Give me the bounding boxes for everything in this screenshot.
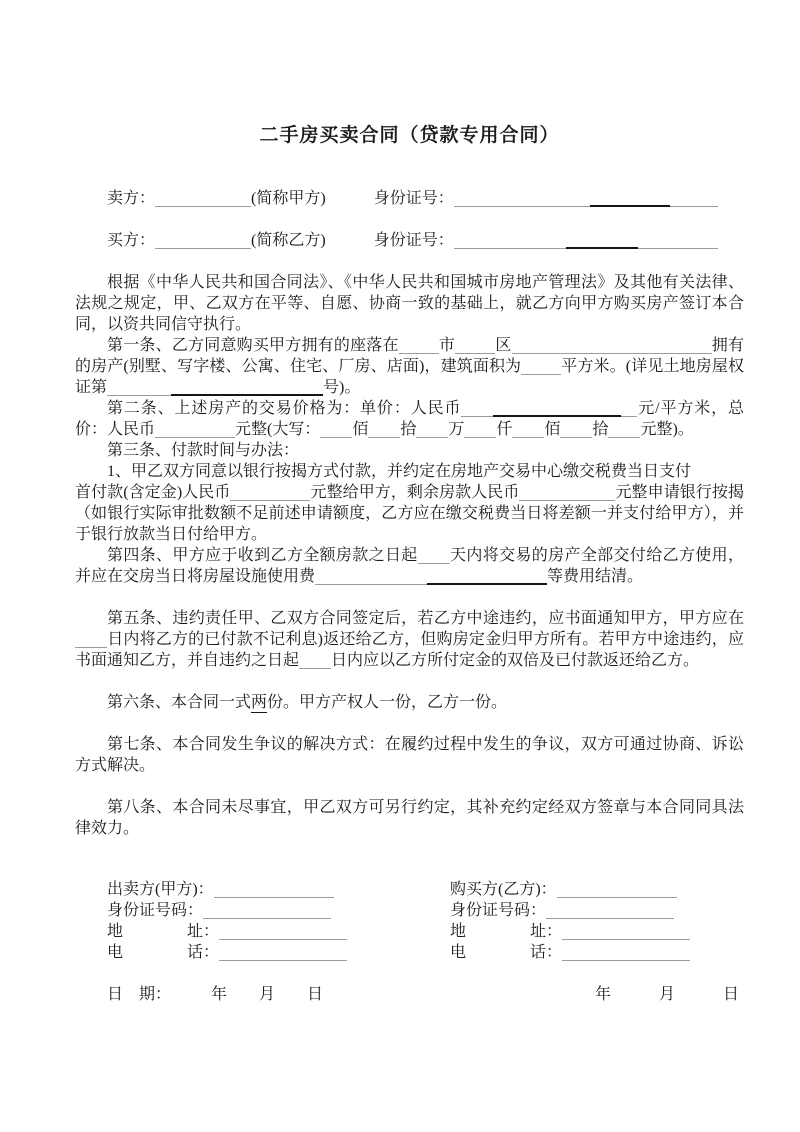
text-run: 第六条、本合同一式 (107, 694, 252, 711)
text-run: 号)。 (323, 379, 361, 396)
text-run: 区 (495, 337, 512, 354)
text-run: 第二条、上述房产的交易价格为：单价：人民币 (107, 400, 462, 417)
text-run: 元/平方米，总价：人民币 (75, 400, 744, 438)
signature-row (107, 921, 450, 942)
fill-in-blank (171, 378, 323, 396)
document-title: 二手房买卖合同（贷款专用合同） (259, 125, 560, 146)
date-left-label: 日 期： 年 月 日 (107, 986, 324, 1003)
fill-in-blank (155, 421, 235, 438)
preamble (75, 272, 744, 335)
fill-in-blank (219, 944, 347, 961)
fill-in-blank (546, 902, 674, 919)
clause-3 (75, 440, 744, 461)
fill-in-blank (521, 358, 561, 375)
text-run: 首付款(含定金)人民币 (75, 484, 231, 501)
text-run: 仟 (496, 421, 513, 438)
text-run: 天内将交易的房产全部交付给乙方使用，并应在交房当日将房屋设施使用费 (75, 547, 744, 585)
text-run: 第一条、乙方同意购买甲方拥有的座落在 (107, 337, 399, 354)
text-run: 拥有的房产(别墅、写字楼、公寓、住宅、厂房、店面)，建筑面积为 (75, 337, 744, 375)
fill-in-blank (464, 421, 496, 438)
fill-in-blank (566, 231, 638, 249)
fill-in-blank (214, 881, 334, 898)
fill-in-blank (590, 189, 670, 207)
fill-in-blank (454, 190, 590, 207)
signature-label: 购买方(乙方)： (450, 881, 557, 898)
text-run: 元整)。 (640, 421, 694, 438)
party-section (75, 188, 744, 251)
fill-in-blank (621, 400, 637, 417)
signature-label: 出卖方(甲方)： (107, 881, 214, 898)
fill-in-blank (299, 652, 331, 669)
fill-in-blank (461, 400, 493, 417)
text-run: 第七条、本合同发生争议的解决方式：在履约过程中发生的争议，双方可通过协商、诉讼方式解决。 (75, 736, 744, 774)
fill-in-blank (493, 399, 621, 417)
text-run: 元整给甲方，剩余房款人民币 (310, 484, 520, 501)
clause-8 (75, 797, 744, 839)
fill-in-blank (399, 337, 439, 354)
text-run: 日内将乙方的已付款不记利息)返还给乙方，但购房定金归甲方所有。若甲方中途违约，应书面通知乙方，并自违约之日起 (75, 631, 744, 669)
signature-label: 身份证号码： (107, 902, 204, 919)
text-run: 身份证号： (373, 190, 454, 207)
clause-2 (75, 398, 744, 440)
text-run: 拾 (400, 421, 417, 438)
fill-in-blank (368, 421, 400, 438)
text-run: 卖方： (107, 190, 156, 207)
underlined-text: 两 (251, 694, 268, 711)
signature-label: 身份证号码： (450, 902, 547, 919)
date-row (107, 984, 744, 1005)
signature-row (450, 879, 744, 900)
clause-5 (75, 608, 744, 671)
text-run: 第四条、甲方应于收到乙方全额房款之日起 (107, 547, 418, 564)
text-run: 第五条、违约责任甲、乙双方合同签定后，若乙方中途违约，应书面通知甲方，甲方应在 (107, 610, 744, 627)
fill-in-blank (155, 190, 251, 207)
fill-in-blank (560, 421, 592, 438)
text-run: 日内应以乙方所付定金的双倍及已付款返还给乙方。 (331, 652, 700, 669)
fill-in-blank (670, 190, 718, 207)
text-run: 佰 (544, 421, 561, 438)
fill-in-blank (219, 923, 347, 940)
fill-in-blank (418, 547, 450, 564)
date-right-label: 年 月 日 (595, 986, 740, 1003)
fill-in-blank (427, 567, 547, 585)
clause-7 (75, 734, 744, 776)
text-run: 买方： (107, 232, 156, 249)
signature-label: 电 话： (450, 944, 563, 961)
text-run: 市 (438, 337, 456, 354)
signature-row (107, 879, 450, 900)
text-run: 1、甲乙双方同意以银行按揭方式付款，并约定在房地产交易中心缴交税费当日支付 (107, 463, 692, 480)
text-run: 根据《中华人民共和国合同法》、《中华人民共和国城市房地产管理法》及其他有关法律、法规之规定，甲、乙双方在平等、自愿、协商一致的基础上，就乙方向甲方购买房产签订本合同，以资共同信守执行。 (75, 274, 744, 333)
fill-in-blank (230, 484, 310, 501)
seller-line (75, 188, 744, 209)
text-run: 等费用结清。 (547, 568, 644, 585)
fill-in-blank (557, 881, 677, 898)
text-run: 拾 (592, 421, 609, 438)
contract-body (75, 272, 744, 839)
signature-row (107, 942, 450, 963)
signature-label: 地 址： (107, 923, 220, 940)
fill-in-blank (519, 484, 615, 501)
text-run: 平方米。(详见土地房屋权证第 (75, 358, 744, 396)
text-run: 元整申请银行按揭（如银行实际审批数额不足前述申请额度，乙方应在缴交税费当日将差额一并支付给甲方），并于银行放款当日付给甲方。 (75, 484, 744, 543)
seller-signature-block (107, 879, 450, 963)
text-run: 第三条、付款时间与办法： (107, 442, 300, 459)
fill-in-blank (562, 923, 690, 940)
fill-in-blank (320, 421, 352, 438)
signature-row (450, 921, 744, 942)
signature-row (107, 900, 450, 921)
fill-in-blank (638, 232, 718, 249)
signature-row (450, 942, 744, 963)
text-run: 份。甲方产权人一份，乙方一份。 (267, 694, 508, 711)
fill-in-blank (315, 568, 427, 585)
signature-section (107, 879, 744, 963)
text-run: 佰 (352, 421, 369, 438)
text-run: 第八条、本合同未尽事宜，甲乙双方可另行约定，其补充约定经双方签章与本合同同具法律效力。 (75, 799, 744, 837)
fill-in-blank (454, 232, 566, 249)
fill-in-blank (455, 337, 495, 354)
fill-in-blank (203, 902, 331, 919)
fill-in-blank (562, 944, 690, 961)
fill-in-blank (416, 421, 448, 438)
signature-label: 地 址： (450, 923, 563, 940)
text-run: (简称甲方) (251, 190, 326, 207)
clause-6 (75, 692, 744, 713)
clause-1 (75, 335, 744, 398)
clause-4 (75, 545, 744, 587)
fill-in-blank (75, 631, 107, 648)
text-run (326, 190, 374, 207)
buyer-signature-block (450, 879, 744, 963)
fill-in-blank (155, 232, 251, 249)
text-run: 万 (448, 421, 465, 438)
signature-label: 电 话： (107, 944, 220, 961)
buyer-line (75, 230, 744, 251)
text-run (326, 232, 374, 249)
text-run: 元整(大写： (235, 421, 321, 438)
fill-in-blank (107, 379, 171, 396)
fill-in-blank (608, 421, 640, 438)
text-run: 身份证号： (373, 232, 454, 249)
fill-in-blank (512, 421, 544, 438)
text-run: (简称乙方) (251, 232, 326, 249)
fill-in-blank (512, 337, 712, 354)
signature-row (450, 900, 744, 921)
payment-item-1 (75, 461, 744, 545)
